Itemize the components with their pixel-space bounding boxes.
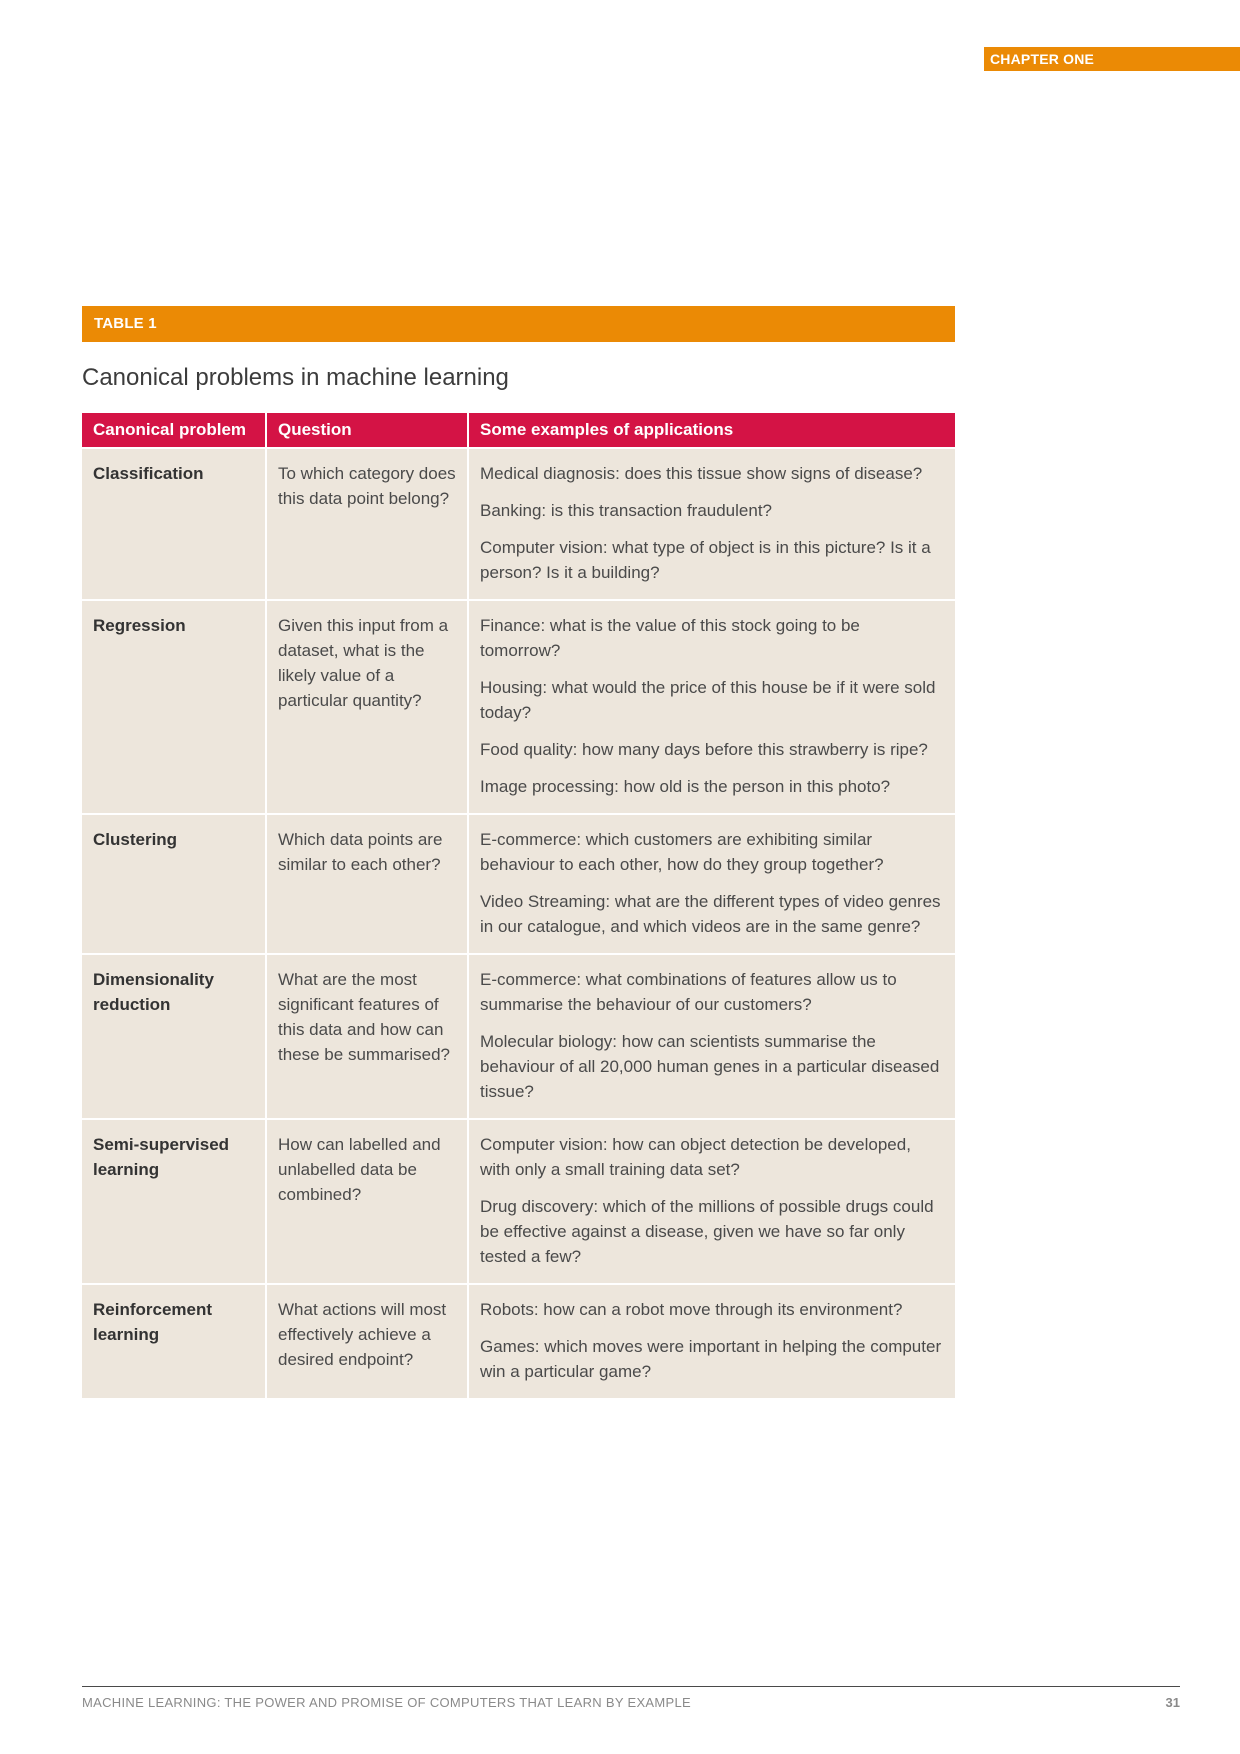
examples-cell [468, 954, 955, 1119]
column-header-problem: Canonical problem [82, 413, 266, 448]
table-label: TABLE 1 [82, 306, 955, 342]
column-header-examples: Some examples of applications [468, 413, 955, 448]
application-example: E-commerce: what combinations of features allow us to summarise the behaviour of our customers? [480, 970, 897, 1014]
examples-cell [468, 448, 955, 600]
table-row [82, 1284, 955, 1398]
application-example: Molecular biology: how can scientists summarise the behaviour of all 20,000 human genes in a particular diseased tissue? [480, 1032, 940, 1101]
table-row [82, 1119, 955, 1284]
table-body [82, 448, 955, 1398]
question-cell: How can labelled and unlabelled data be combined? [266, 1119, 468, 1284]
examples-cell [468, 1284, 955, 1398]
application-example: Computer vision: how can object detection be developed, with only a small training data set? [480, 1135, 911, 1179]
application-example: Food quality: how many days before this strawberry is ripe? [480, 740, 928, 759]
footer-divider [82, 1686, 1180, 1687]
application-example: Video Streaming: what are the different types of video genres in our catalogue, and which videos are in the same genre? [480, 892, 941, 936]
application-example: Games: which moves were important in helping the computer win a particular game? [480, 1337, 942, 1381]
chapter-tab: CHAPTER ONE [984, 47, 1240, 71]
application-example: Computer vision: what type of object is in this picture? Is it a person? Is it a building? [480, 538, 931, 582]
application-example: Banking: is this transaction fraudulent? [480, 501, 773, 520]
problem-cell: Regression [82, 600, 266, 814]
application-example: Medical diagnosis: does this tissue show signs of disease? [480, 464, 923, 483]
canonical-problems-table [82, 413, 955, 1398]
application-example: Robots: how can a robot move through its environment? [480, 1300, 903, 1319]
question-cell: To which category does this data point belong? [266, 448, 468, 600]
examples-cell [468, 814, 955, 954]
examples-cell [468, 600, 955, 814]
footer-publication-title: MACHINE LEARNING: THE POWER AND PROMISE OF COMPUTERS THAT LEARN BY EXAMPLE [82, 1695, 691, 1710]
table-row [82, 448, 955, 600]
application-example: Housing: what would the price of this house be if it were sold today? [480, 678, 936, 722]
problem-cell: Dimensionality reduction [82, 954, 266, 1119]
question-cell: Given this input from a dataset, what is the likely value of a particular quantity? [266, 600, 468, 814]
application-example: Finance: what is the value of this stock going to be tomorrow? [480, 616, 860, 660]
application-example: Image processing: how old is the person in this photo? [480, 777, 891, 796]
table-row [82, 600, 955, 814]
problem-cell: Reinforcement learning [82, 1284, 266, 1398]
table-row [82, 954, 955, 1119]
table-title: Canonical problems in machine learning [82, 364, 509, 391]
table-row [82, 814, 955, 954]
examples-cell [468, 1119, 955, 1284]
page-number: 31 [1165, 1695, 1180, 1710]
application-example: E-commerce: which customers are exhibiting similar behaviour to each other, how do they group together? [480, 830, 884, 874]
table-header-row [82, 413, 955, 448]
problem-cell: Classification [82, 448, 266, 600]
column-header-question: Question [266, 413, 468, 448]
question-cell: What actions will most effectively achieve a desired endpoint? [266, 1284, 468, 1398]
question-cell: Which data points are similar to each other? [266, 814, 468, 954]
question-cell: What are the most significant features of this data and how can these be summarised? [266, 954, 468, 1119]
problem-cell: Semi-supervised learning [82, 1119, 266, 1284]
problem-cell: Clustering [82, 814, 266, 954]
application-example: Drug discovery: which of the millions of possible drugs could be effective against a disease, given we have so far only tested a few? [480, 1197, 934, 1266]
